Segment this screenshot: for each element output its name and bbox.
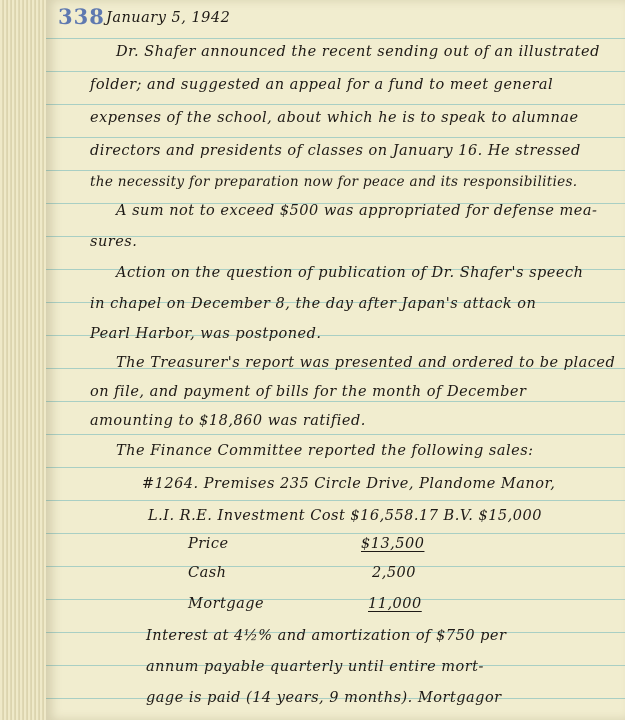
text-line: gage is paid (14 years, 9 months). Mortgagor bbox=[146, 690, 502, 706]
text-line: expenses of the school, about which he is to speak to alumnae bbox=[90, 110, 579, 126]
text-line: The Finance Committee reported the following sales: bbox=[116, 443, 534, 459]
text-line: annum payable quarterly until entire mort- bbox=[146, 659, 484, 675]
ledger-page bbox=[46, 0, 625, 720]
text-line: Pearl Harbor, was postponed. bbox=[90, 326, 322, 342]
page-edges bbox=[0, 0, 51, 720]
sale-label: Cash bbox=[188, 565, 227, 581]
sale-label: Price bbox=[188, 536, 229, 552]
page-number: 338 bbox=[58, 4, 105, 29]
sale-value: $13,500 bbox=[361, 536, 425, 552]
text-line: Interest at 4½% and amortization of $750 per bbox=[146, 628, 507, 644]
sale-label: Mortgage bbox=[188, 596, 265, 612]
text-line: Dr. Shafer announced the recent sending out of an illustrated bbox=[116, 44, 600, 60]
sale-value: 11,000 bbox=[368, 596, 422, 612]
text-line: folder; and suggested an appeal for a fund to meet general bbox=[90, 77, 554, 93]
sale-value: 2,500 bbox=[372, 565, 417, 581]
entry-date: January 5, 1942 bbox=[106, 10, 231, 26]
text-line: A sum not to exceed $500 was appropriated for defense mea- bbox=[116, 203, 598, 219]
text-line: sures. bbox=[90, 234, 138, 250]
text-line: on file, and payment of bills for the month of December bbox=[90, 384, 527, 400]
text-line: The Treasurer's report was presented and ordered to be placed bbox=[116, 355, 616, 371]
text-line: #1264. Premises 235 Circle Drive, Plandome Manor, bbox=[142, 476, 556, 492]
text-line: in chapel on December 8, the day after Japan's attack on bbox=[90, 296, 537, 312]
text-line: L.I. R.E. Investment Cost $16,558.17 B.V. $15,000 bbox=[148, 508, 542, 524]
text-line: amounting to $18,860 was ratified. bbox=[90, 413, 366, 429]
text-line: Action on the question of publication of Dr. Shafer's speech bbox=[116, 265, 584, 281]
text-line: the necessity for preparation now for peace and its responsibilities. bbox=[90, 174, 578, 190]
text-line: directors and presidents of classes on January 16. He stressed bbox=[90, 143, 581, 159]
